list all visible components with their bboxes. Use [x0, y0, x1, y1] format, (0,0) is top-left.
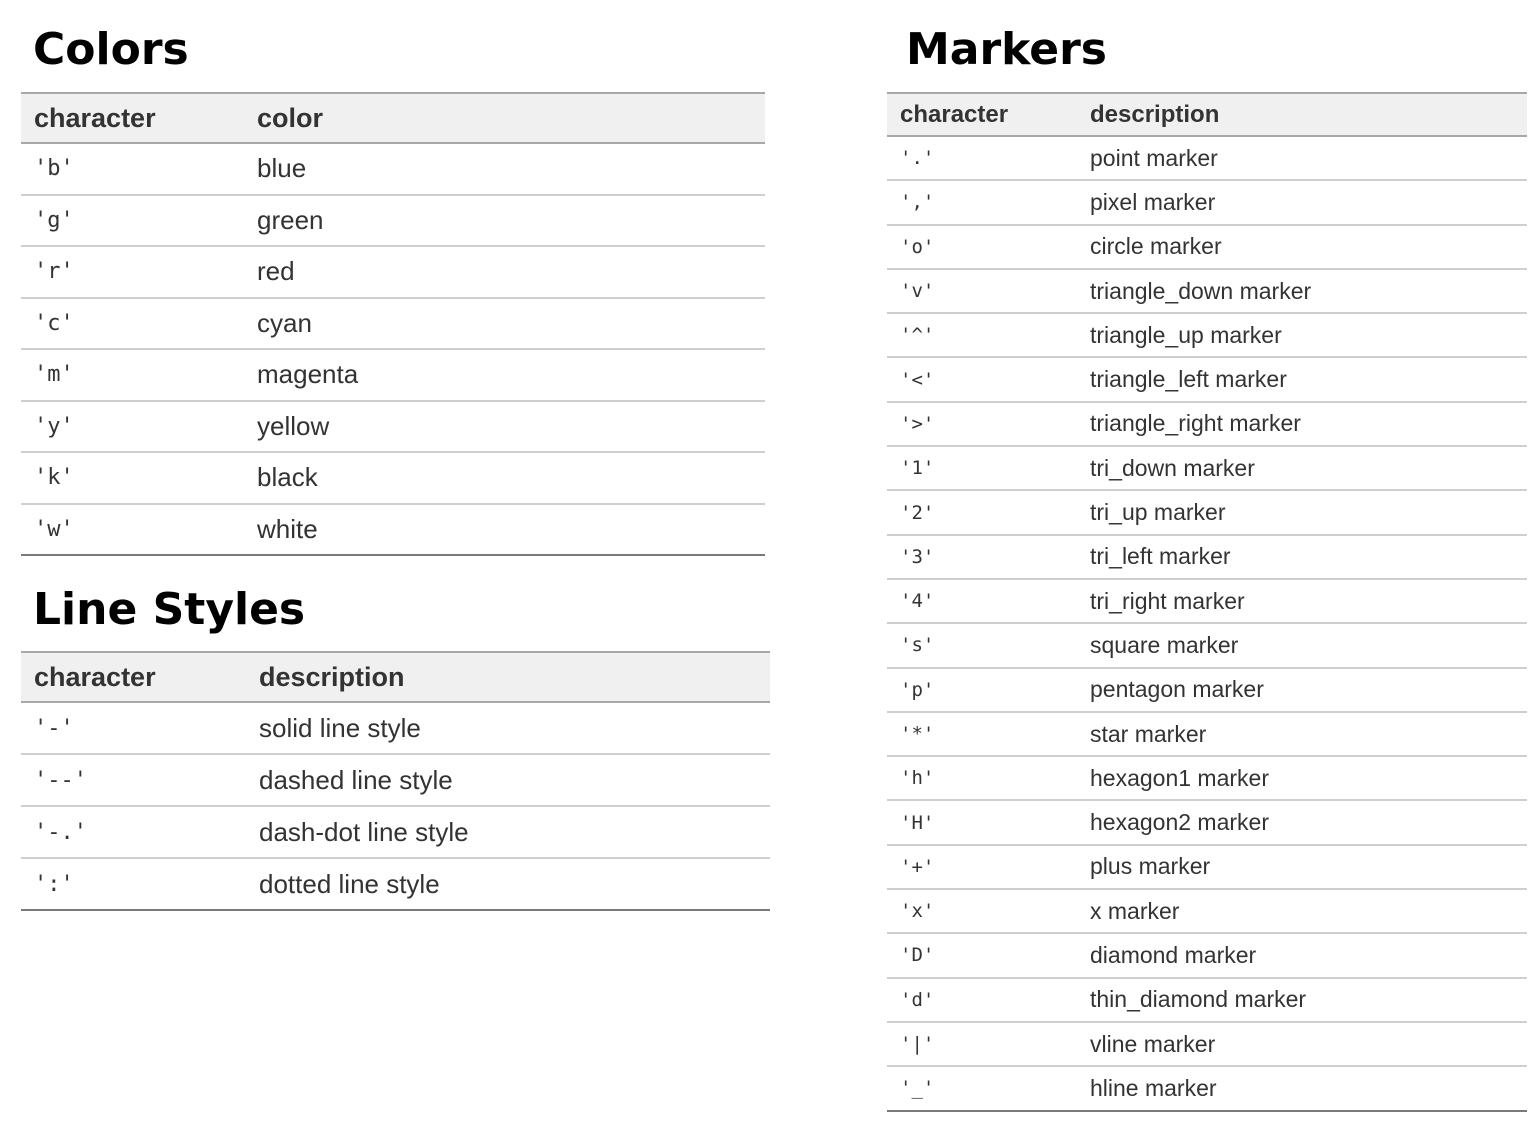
character-cell: '--' — [21, 754, 246, 806]
line-styles-table — [21, 651, 770, 911]
character-cell: 'k' — [21, 452, 244, 504]
character-cell: 'm' — [21, 349, 244, 401]
character-cell: '3' — [887, 535, 1077, 579]
character-cell: '>' — [887, 402, 1077, 446]
description-cell: triangle_down marker — [1077, 269, 1527, 313]
description-cell: hline marker — [1077, 1066, 1527, 1110]
description-cell: dashed line style — [246, 754, 770, 806]
colors-header-color: color — [244, 93, 765, 143]
table-row — [887, 668, 1527, 712]
table-row — [887, 269, 1527, 313]
character-cell: 'w' — [21, 504, 244, 556]
table-row — [21, 452, 765, 504]
markers-table-body — [887, 136, 1527, 1111]
table-row — [887, 446, 1527, 490]
table-row — [887, 845, 1527, 889]
character-cell: 'd' — [887, 978, 1077, 1022]
description-cell: hexagon1 marker — [1077, 756, 1527, 800]
description-cell: square marker — [1077, 623, 1527, 667]
table-row — [887, 623, 1527, 667]
line-styles-header-character: character — [21, 652, 246, 702]
description-cell: point marker — [1077, 136, 1527, 180]
description-cell: dash-dot line style — [246, 806, 770, 858]
character-cell: ':' — [21, 858, 246, 910]
table-row — [887, 800, 1527, 844]
description-cell: tri_down marker — [1077, 446, 1527, 490]
colors-header-character: character — [21, 93, 244, 143]
description-cell: dotted line style — [246, 858, 770, 910]
description-cell: triangle_right marker — [1077, 402, 1527, 446]
description-cell: green — [244, 195, 765, 247]
character-cell: 'o' — [887, 225, 1077, 269]
description-cell: tri_left marker — [1077, 535, 1527, 579]
description-cell: star marker — [1077, 712, 1527, 756]
character-cell: '_' — [887, 1066, 1077, 1110]
markers-header-row — [887, 93, 1527, 136]
table-row — [887, 136, 1527, 180]
description-cell: pixel marker — [1077, 180, 1527, 224]
line-styles-title: Line Styles — [33, 584, 306, 635]
table-row — [887, 313, 1527, 357]
character-cell: '.' — [887, 136, 1077, 180]
table-row — [887, 180, 1527, 224]
character-cell: 'g' — [21, 195, 244, 247]
character-cell: 'D' — [887, 933, 1077, 977]
character-cell: 'r' — [21, 246, 244, 298]
table-row — [21, 298, 765, 350]
character-cell: 's' — [887, 623, 1077, 667]
character-cell: 'x' — [887, 889, 1077, 933]
description-cell: vline marker — [1077, 1022, 1527, 1066]
table-row — [887, 1066, 1527, 1110]
character-cell: 'H' — [887, 800, 1077, 844]
table-row — [21, 806, 770, 858]
description-cell: tri_up marker — [1077, 490, 1527, 534]
character-cell: '<' — [887, 357, 1077, 401]
line-styles-header-description: description — [246, 652, 770, 702]
description-cell: thin_diamond marker — [1077, 978, 1527, 1022]
description-cell: white — [244, 504, 765, 556]
table-row — [21, 349, 765, 401]
table-row — [21, 195, 765, 247]
table-row — [21, 858, 770, 910]
description-cell: pentagon marker — [1077, 668, 1527, 712]
table-row — [887, 1022, 1527, 1066]
character-cell: '+' — [887, 845, 1077, 889]
character-cell: '-' — [21, 702, 246, 754]
description-cell: plus marker — [1077, 845, 1527, 889]
character-cell: 'h' — [887, 756, 1077, 800]
description-cell: hexagon2 marker — [1077, 800, 1527, 844]
character-cell: '1' — [887, 446, 1077, 490]
markers-header-description: description — [1077, 93, 1527, 136]
table-row — [21, 246, 765, 298]
table-row — [21, 754, 770, 806]
table-row — [887, 535, 1527, 579]
description-cell: blue — [244, 143, 765, 195]
description-cell: circle marker — [1077, 225, 1527, 269]
markers-table — [887, 92, 1527, 1112]
character-cell: '*' — [887, 712, 1077, 756]
description-cell: red — [244, 246, 765, 298]
character-cell: '2' — [887, 490, 1077, 534]
table-row — [887, 579, 1527, 623]
character-cell: '|' — [887, 1022, 1077, 1066]
line-styles-header-row — [21, 652, 770, 702]
description-cell: solid line style — [246, 702, 770, 754]
description-cell: triangle_up marker — [1077, 313, 1527, 357]
description-cell: diamond marker — [1077, 933, 1527, 977]
markers-title: Markers — [906, 24, 1107, 75]
table-row — [21, 143, 765, 195]
character-cell: '-.' — [21, 806, 246, 858]
table-row — [887, 933, 1527, 977]
character-cell: '^' — [887, 313, 1077, 357]
line-styles-table-body — [21, 702, 770, 910]
character-cell: '4' — [887, 579, 1077, 623]
markers-header-character: character — [887, 93, 1077, 136]
table-row — [887, 225, 1527, 269]
table-row — [887, 889, 1527, 933]
character-cell: 'b' — [21, 143, 244, 195]
colors-table — [21, 92, 765, 556]
colors-table-body — [21, 143, 765, 555]
table-row — [887, 978, 1527, 1022]
description-cell: cyan — [244, 298, 765, 350]
character-cell: 'c' — [21, 298, 244, 350]
character-cell: 'p' — [887, 668, 1077, 712]
description-cell: yellow — [244, 401, 765, 453]
character-cell: 'y' — [21, 401, 244, 453]
colors-title: Colors — [33, 24, 189, 75]
description-cell: triangle_left marker — [1077, 357, 1527, 401]
table-row — [887, 712, 1527, 756]
character-cell: 'v' — [887, 269, 1077, 313]
colors-header-row — [21, 93, 765, 143]
description-cell: x marker — [1077, 889, 1527, 933]
table-row — [887, 402, 1527, 446]
table-row — [887, 490, 1527, 534]
table-row — [887, 357, 1527, 401]
table-row — [887, 756, 1527, 800]
table-row — [21, 401, 765, 453]
description-cell: black — [244, 452, 765, 504]
description-cell: magenta — [244, 349, 765, 401]
table-row — [21, 702, 770, 754]
character-cell: ',' — [887, 180, 1077, 224]
table-row — [21, 504, 765, 556]
description-cell: tri_right marker — [1077, 579, 1527, 623]
